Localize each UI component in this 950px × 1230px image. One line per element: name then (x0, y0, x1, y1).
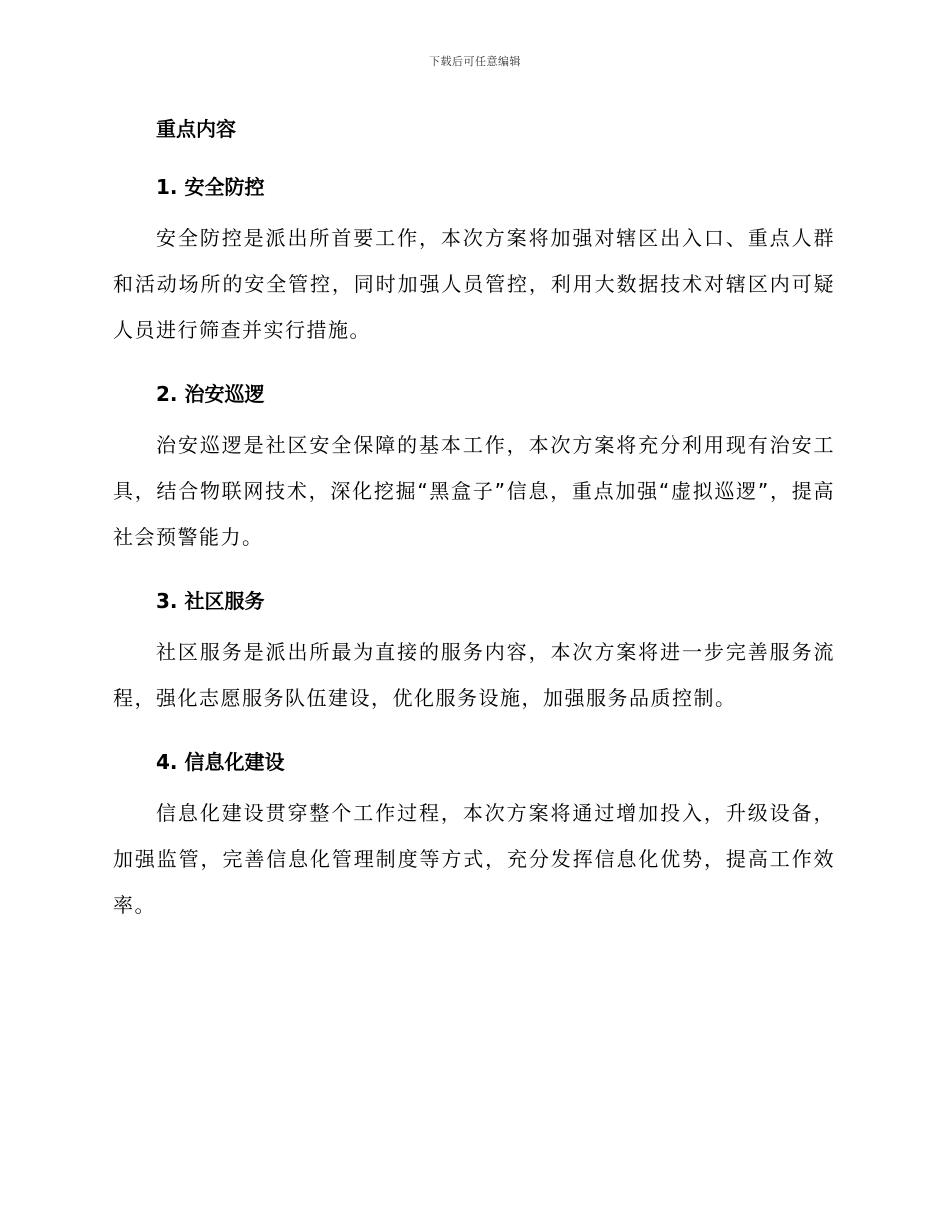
section-heading-patrol: 2. 治安巡逻 (156, 382, 265, 406)
section-heading-community-service: 3. 社区服务 (156, 589, 265, 613)
section-body-security: 安全防控是派出所首要工作，本次方案将加强对辖区出入口、重点人群和活动场所的安全管控，同时加强人员管控，利用大数据技术对辖区内可疑人员进行筛查并实行措施。 (113, 226, 835, 342)
header-note: 下载后可任意编辑 (429, 55, 521, 68)
section-heading-security: 1. 安全防控 (156, 175, 265, 199)
section-heading-informatization: 4. 信息化建设 (156, 750, 285, 774)
section-body-patrol: 治安巡逻是社区安全保障的基本工作，本次方案将充分利用现有治安工具，结合物联网技术，深化挖掘“黑盒子”信息，重点加强“虚拟巡逻”，提高社会预警能力。 (113, 433, 835, 549)
section-body-community-service: 社区服务是派出所最为直接的服务内容，本次方案将进一步完善服务流程，强化志愿服务队伍建设，优化服务设施，加强服务品质控制。 (113, 640, 835, 710)
document-title: 重点内容 (156, 117, 236, 141)
section-body-informatization: 信息化建设贯穿整个工作过程，本次方案将通过增加投入，升级设备，加强监管，完善信息化管理制度等方式，充分发挥信息化优势，提高工作效率。 (113, 801, 835, 917)
document-body (113, 112, 835, 928)
